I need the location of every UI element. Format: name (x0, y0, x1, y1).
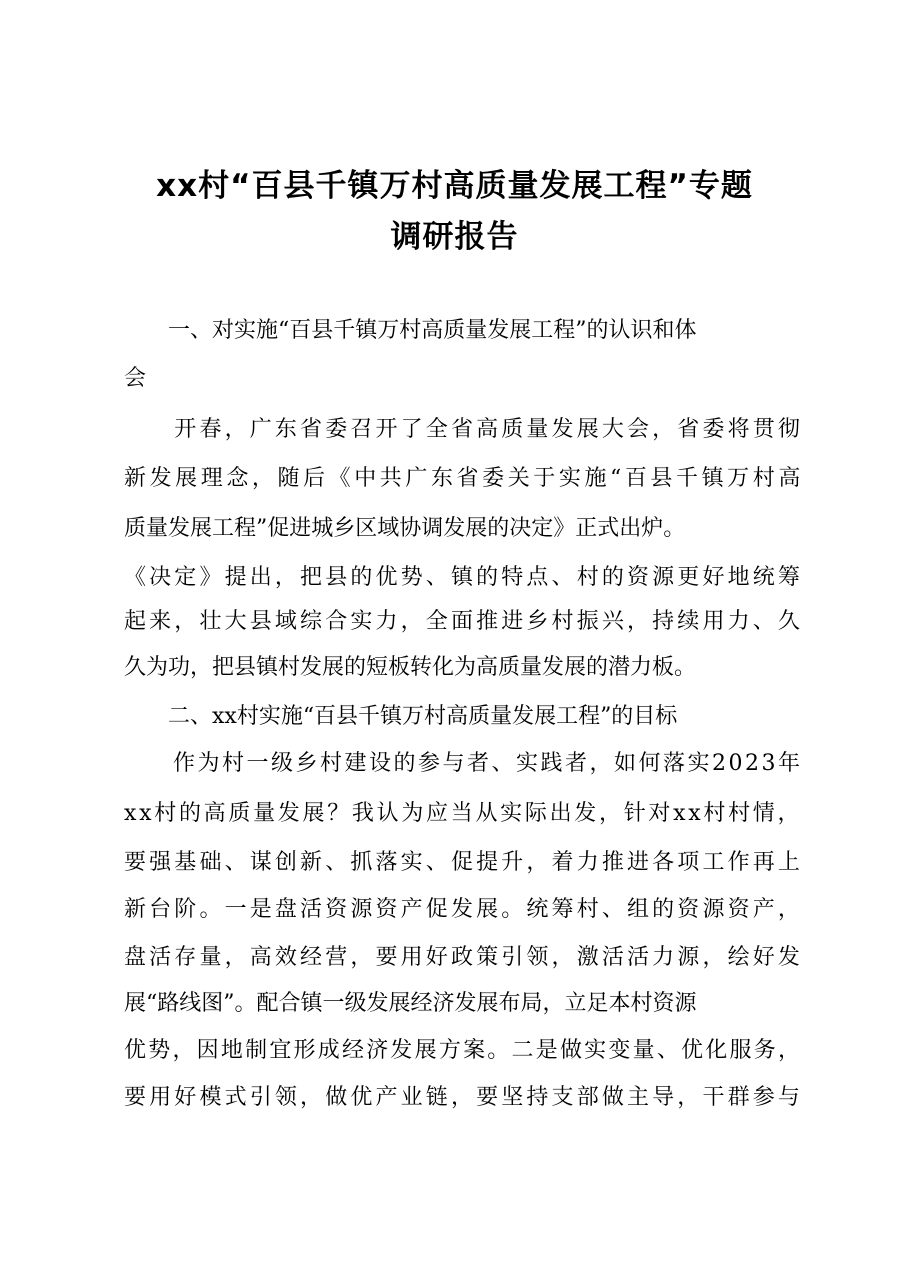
heading-section-2: 二、xx村实施“百县千镇万村高质量发展工程”的目标 (124, 704, 678, 729)
heading-section-1-cont: 会 (124, 366, 147, 391)
paragraph-2-line-5: 盘活存量，高效经营，要用好政策引领，激活活力源，绘好发 (124, 945, 804, 970)
paragraph-1-line-4: 《决定》提出，把县的优势、镇的特点、村的资源更好地统筹 (124, 565, 804, 590)
heading-section-1: 一、对实施“百县千镇万村高质量发展工程”的认识和体 (124, 318, 697, 343)
paragraph-1-line-5: 起来，壮大县域综合实力，全面推进乡村振兴，持续用力、久 (124, 609, 804, 634)
paragraph-2-line-6: 展“路线图”。配合镇一级发展经济发展布局，立足本村资源 (124, 991, 697, 1016)
document-title-line-2: 调研报告 (390, 219, 519, 255)
paragraph-1-line-3: 质量发展工程”促进城乡区域协调发展的决定》正式出炉。 (124, 516, 686, 541)
document-title-line-1: xx村“百县千镇万村高质量发展工程”专题 (156, 168, 753, 204)
paragraph-2-line-8: 要用好模式引领，做优产业链，要坚持支部做主导，干群参与 (124, 1085, 804, 1110)
paragraph-1-line-1: 开春，广东省委召开了全省高质量发展大会，省委将贯彻 (124, 417, 804, 442)
paragraph-2-line-2: xx村的高质量发展？我认为应当从实际出发，针对xx村村情， (124, 801, 803, 826)
paragraph-1-line-2: 新发展理念，随后《中共广东省委关于实施“百县千镇万村高 (124, 466, 804, 491)
paragraph-1-line-6: 久为功，把县镇村发展的短板转化为高质量发展的潜力板。 (124, 655, 697, 680)
paragraph-2-line-1: 作为村一级乡村建设的参与者、实践者，如何落实2023年 (124, 751, 803, 776)
paragraph-2-line-4: 新台阶。一是盘活资源资产促发展。统筹村、组的资源资产， (124, 897, 804, 922)
paragraph-2-line-3: 要强基础、谋创新、抓落实、促提升，着力推进各项工作再上 (124, 850, 804, 875)
paragraph-2-line-7: 优势，因地制宜形成经济发展方案。二是做实变量、优化服务， (124, 1038, 803, 1063)
